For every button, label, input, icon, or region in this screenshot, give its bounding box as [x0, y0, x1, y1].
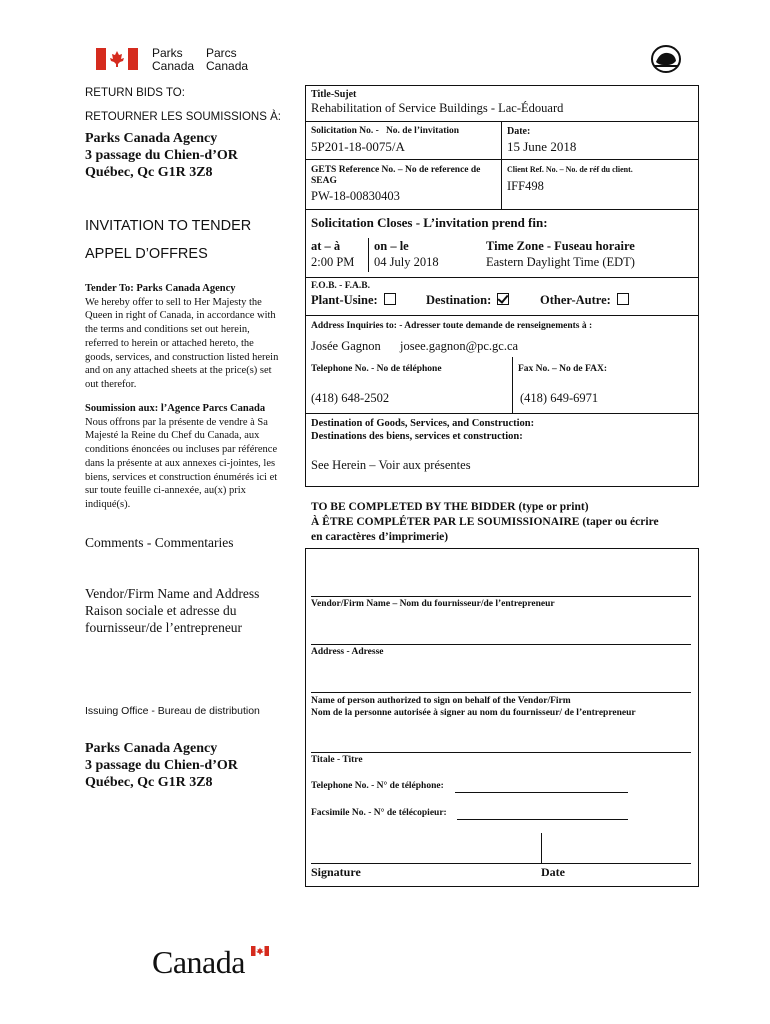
return-address-line: 3 passage du Chien-d’OR — [85, 148, 238, 163]
gets-ref-line: GETS Reference No. – No de reference de — [311, 165, 481, 175]
parks-en-line1: Parks — [152, 46, 183, 60]
tender-to-line: out therefor. — [85, 378, 137, 390]
tender-to-block — [85, 282, 300, 392]
parks-en-line2: Canada — [152, 59, 195, 73]
destination-goods-label — [311, 417, 534, 443]
facsimile-field-line[interactable] — [457, 819, 628, 820]
soumission-line: Majesté la Reine du Chef du Canada, aux — [85, 430, 260, 442]
other-autre-checkbox[interactable] — [617, 293, 629, 305]
soumission-line: biens, services et construction énumérés ici et — [85, 471, 278, 483]
signature-line[interactable] — [311, 863, 691, 864]
vendor-name-line[interactable] — [311, 596, 691, 597]
time-zone-value: Eastern Daylight Time (EDT) — [486, 255, 635, 269]
soumission-line: indiqué(s). — [85, 498, 131, 510]
soumission-line: Nous offrons par la présente de vendre à Sa — [85, 416, 268, 428]
titre-label: Titale - Titre — [311, 755, 363, 765]
address-inquiries-label: Address Inquiries to: - Adresser toute demande de renseignements à : — [311, 321, 593, 331]
issuing-address-line: 3 passage du Chien-d’OR — [85, 758, 238, 773]
fax-label: Fax No. – No de FAX: — [518, 364, 608, 374]
canada-wordmark-text: Canada — [152, 944, 245, 980]
title-line[interactable] — [311, 752, 691, 753]
vendor-firm-line: Vendor/Firm Name and Address — [85, 586, 260, 601]
tender-to-title: Tender To: Parks Canada Agency — [85, 283, 236, 294]
canada-wordmark-flag-icon — [251, 946, 269, 956]
plant-usine-checkbox[interactable] — [384, 293, 396, 305]
other-autre-label: Other-Autre: — [540, 293, 611, 307]
date-value: 15 June 2018 — [507, 139, 577, 154]
canada-wordmark — [152, 944, 245, 981]
date-label: Date: — [507, 126, 531, 137]
invitation-to-tender-heading: INVITATION TO TENDER — [85, 218, 252, 234]
solicitation-closes-label: Solicitation Closes - L’invitation prend fin: — [311, 215, 548, 230]
comments-label: Comments - Commentaries — [85, 535, 234, 550]
parks-fr-line1: Parcs — [206, 46, 237, 60]
authorized-person-line: Name of person authorized to sign on behalf of the Vendor/Firm — [311, 696, 571, 706]
vendor-firm-line: fournisseur/de l’entrepreneur — [85, 620, 243, 635]
bidder-heading-line: TO BE COMPLETED BY THE BIDDER (type or print) — [311, 501, 589, 513]
on-label: on – le — [374, 239, 409, 253]
return-address-line: Québec, Qc G1R 3Z8 — [85, 165, 213, 180]
appel-doffres-heading: APPEL D’OFFRES — [85, 246, 208, 262]
destination-goods-line: Destinations des biens, services et construction: — [311, 431, 523, 442]
vendor-firm-line: Raison sociale et adresse du — [85, 603, 237, 618]
vendor-firm-label — [85, 585, 259, 636]
plant-usine-option[interactable] — [311, 293, 396, 308]
gets-ref-label — [311, 165, 480, 187]
address-line[interactable] — [311, 644, 691, 645]
issuing-address — [85, 740, 238, 791]
tender-to-line: and on any attached sheets at the price(s) set — [85, 365, 272, 377]
facsimile-field-label: Facsimile No. - N° de télécopieur: — [311, 808, 447, 818]
address-label: Address - Adresse — [311, 647, 384, 657]
solicitation-no-value: 5P201-18-0075/A — [311, 139, 405, 154]
vendor-name-label: Vendor/Firm Name – Nom du fournisseur/de l’entrepreneur — [311, 599, 555, 609]
gets-ref-value: PW-18-00830403 — [311, 189, 400, 203]
destination-label: Destination: — [426, 293, 492, 307]
bidder-heading — [311, 500, 659, 545]
title-value: Rehabilitation of Service Buildings - Lac-Édouard — [311, 101, 564, 115]
signature-label: Signature — [311, 865, 361, 879]
contact-name: Josée Gagnon — [311, 339, 381, 353]
parks-canada-logo — [96, 48, 266, 74]
other-autre-option[interactable] — [540, 293, 629, 308]
destination-checkbox[interactable] — [497, 293, 509, 305]
authorized-name-line[interactable] — [311, 692, 691, 693]
tender-to-line: goods, services, and construction listed herein — [85, 351, 279, 363]
soumission-block — [85, 402, 300, 512]
gets-ref-line: SEAG — [311, 176, 337, 186]
plant-usine-label: Plant-Usine: — [311, 293, 378, 307]
soumission-line: dans la présente at aux annexes ci-jointes, les — [85, 457, 276, 469]
fob-label: F.O.B. - F.A.B. — [311, 281, 370, 291]
retourner-label: RETOURNER LES SOUMISSIONS À: — [85, 111, 281, 123]
telephone-value: (418) 648-2502 — [311, 391, 390, 405]
telephone-label: Telephone No. - No de téléphone — [311, 364, 442, 374]
bidder-heading-line: À ÊTRE COMPLÉTER PAR LE SOUMISSIONAIRE (taper ou écrire — [311, 516, 659, 528]
fax-value: (418) 649-6971 — [520, 391, 599, 405]
soumission-title: Soumission aux: l’Agence Parcs Canada — [85, 403, 266, 414]
telephone-field-line[interactable] — [455, 792, 628, 793]
soumission-line: conditions énoncées ou incluses par référence — [85, 444, 278, 456]
issuing-office-label: Issuing Office - Bureau de distribution — [85, 705, 260, 717]
at-value: 2:00 PM — [311, 255, 355, 269]
tender-to-line: the terms and conditions set out herein, — [85, 324, 250, 336]
authorized-person-label — [311, 695, 636, 719]
issuing-address-line: Parks Canada Agency — [85, 741, 218, 756]
telephone-field-label: Telephone No. - N° de téléphone: — [311, 781, 444, 791]
parks-fr-line2: Canada — [206, 59, 249, 73]
client-ref-value: IFF498 — [507, 179, 544, 193]
authorized-person-line: Nom de la personne autorisée à signer au nom du fournisseur/ de l’entrepreneur — [311, 708, 636, 718]
time-zone-label: Time Zone - Fuseau horaire — [486, 239, 635, 253]
client-ref-label: Client Ref. No. – No. de réf du client. — [507, 165, 633, 174]
return-address-line: Parks Canada Agency — [85, 131, 218, 146]
destination-goods-line: Destination of Goods, Services, and Construction: — [311, 418, 535, 429]
canada-flag-icon — [96, 48, 138, 70]
on-value: 04 July 2018 — [374, 255, 439, 269]
contact-email: josee.gagnon@pc.gc.ca — [400, 339, 519, 353]
return-address — [85, 130, 238, 181]
see-herein-text: See Herein – Voir aux présentes — [311, 458, 471, 472]
issuing-address-line: Québec, Qc G1R 3Z8 — [85, 775, 213, 790]
tender-to-line: Queen in right of Canada, in accordance with — [85, 310, 276, 322]
tender-to-line: We hereby offer to sell to Her Majesty the — [85, 296, 262, 308]
date-sign-label: Date — [541, 865, 565, 879]
beaver-emblem-icon — [650, 44, 682, 74]
return-bids-label: RETURN BIDS TO: — [85, 87, 185, 99]
title-label: Title-Sujet — [311, 89, 357, 100]
solicitation-no-label: Solicitation No. - No. de l’invitation — [311, 126, 460, 136]
soumission-line: sur toute feuille ci-annexée, au(x) prix — [85, 485, 246, 497]
destination-option[interactable] — [426, 293, 509, 308]
bidder-heading-line: en caractères d’imprimerie) — [311, 531, 449, 543]
at-label: at – à — [311, 239, 341, 253]
tender-to-line: referred to herein or attached hereto, the — [85, 337, 254, 349]
